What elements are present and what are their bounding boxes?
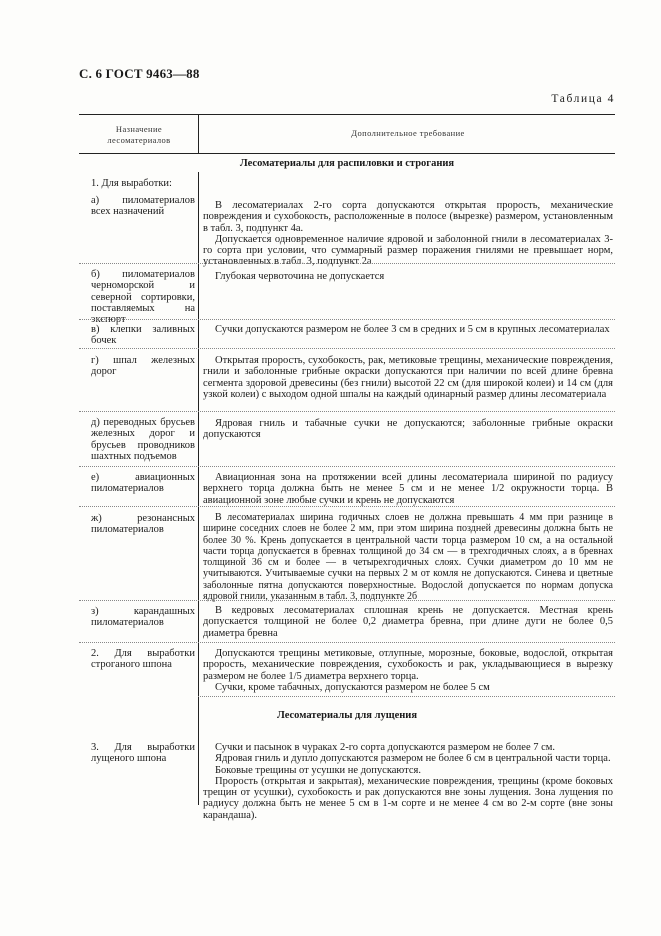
row-label: ж) резонансных пиломатериалов	[91, 513, 195, 536]
row-label: г) шпал железных дорог	[91, 355, 195, 378]
header-divider	[198, 114, 199, 153]
row-label: б) пиломатериалов черноморской и северной сортировки, поставляемых на экспорт	[91, 269, 195, 326]
row-requirement: Авиационная зона на протяжении всей длины лесоматериала шириной по радиусу верхнего торца должна быть не менее 5 см и не менее 1/2 окружности торца. В авиационной зоне любые сучки и крень не допускаются	[203, 472, 613, 506]
table-top-rule	[79, 114, 615, 115]
row-label: а) пиломатериалов всех назначений	[91, 195, 195, 218]
row-requirement: Допускаются трещины метиковые, отлупные, морозные, боковые, водослой, открытая прорость, механические повреждения, сухобокость и рак, укладывающиеся в вырезку размером не более 1/5 диаметра верхнего торца. Сучки, кроме табачных, допускаются размером не более 5 см	[203, 648, 613, 693]
row-label: 3. Для выработки лущеного шпона	[91, 742, 195, 765]
row-label: 2. Для выработки строганого шпона	[91, 648, 195, 671]
section-title-sawing: Лесоматериалы для распиловки и строгания	[239, 158, 455, 169]
row-label: е) авиационных пиломатериалов	[91, 472, 195, 495]
page-header: С. 6 ГОСТ 9463—88	[79, 66, 200, 81]
row-requirement: В кедровых лесоматериалах сплошная крень не допускается. Местная крень допускается толщиной не более 0,2 диаметра бревна, при длине дуги не более 0,5 диаметра бревна	[203, 605, 613, 639]
row-requirement: Открытая прорость, сухобокость, рак, метиковые трещины, механические повреждения, гнили и заболонные грибные окраски допускаются при наличии по всей длине бревна сегмента здоровой древесины (без гнили) высотой 22 см (для широкой колеи) и 14 см (для узкой колеи) с выходом одной шпалы на каждый одинарный размер длины лесоматериала	[203, 355, 613, 400]
row-label: з) карандашных пиломатериалов	[91, 606, 195, 629]
header-bottom-rule	[79, 153, 615, 154]
row-requirement: Глубокая червоточина не допускается	[215, 271, 385, 282]
row-label: 1. Для выработки:	[91, 178, 172, 189]
row-label: д) переводных брусьев железных дорог и брусьев проводников шахтных подъемов	[91, 417, 195, 462]
table-label: Таблица 4	[551, 93, 615, 105]
row-requirement: Ядровая гниль и табачные сучки не допускаются; заболонные грибные окраски допускаются	[203, 418, 613, 441]
row-requirement: Сучки и пасынок в чураках 2-го сорта допускаются размером не более 7 см. Ядровая гниль и дупло допускаются размером не более 6 см в центральной части торца. Боковые трещины от усушки не допускаются. Прорость (открытая и закрытая), механические повреждения, трещины (кроме боковых трещин от усушки), сухобокость и рак допускаются вне зоны лущения. Зона лущения по радиусу должна быть не менее 5 см в 1-м сорте и не менее 4 см во 2-м сорте (вне зоны карандаша).	[203, 742, 613, 821]
row-requirement: В лесоматериалах ширина годичных слоев не должна превышать 4 мм при разнице в ширине соседних слоев не более 2 мм, при этом ширина поздней древесины должна быть не более 30 %. Крень допускается в центральной части торца размером 10 см, а на остальной части торца допускается в бревнах толщиной до 34 см — в трехгодичных слоях, а в бревнах толщиной 36 см и более — в четырехгодичных слоях. Сучки диаметром до 10 мм не учитываются. Учитываемые сучки на первых 2 м от комля не допускаются. Синева и цветные заболонные пятна допускаются поверхностные. Водослой допускается по нормам допуска ядровой гнили, указанным в табл. 3, подпункте 2б	[203, 512, 613, 603]
row-requirement: Сучки допускаются размером не более 3 см в средних и 5 см в крупных лесоматериалах	[215, 324, 610, 335]
column-header-purpose: Назначение лесоматериалов	[107, 124, 171, 145]
section-title-peeling: Лесоматериалы для лущения	[276, 710, 418, 721]
row-requirement: В лесоматериалах 2-го сорта допускаются открытая прорость, механические повреждения и сухобокость, расположенные в полосе (вырезке) размером, установленным в табл. 3, подпункт 4а. Допускается одновременное наличие ядровой и заболонной гнили в лесоматериалах 3-го сорта при условии, что суммарный размер поражения гнилями не превышает норм, установленных в табл. 3, подпункт 2а	[203, 200, 613, 268]
column-header-requirement: Дополнительное требование	[351, 128, 465, 138]
row-label: в) клепки заливных бочек	[91, 324, 195, 347]
